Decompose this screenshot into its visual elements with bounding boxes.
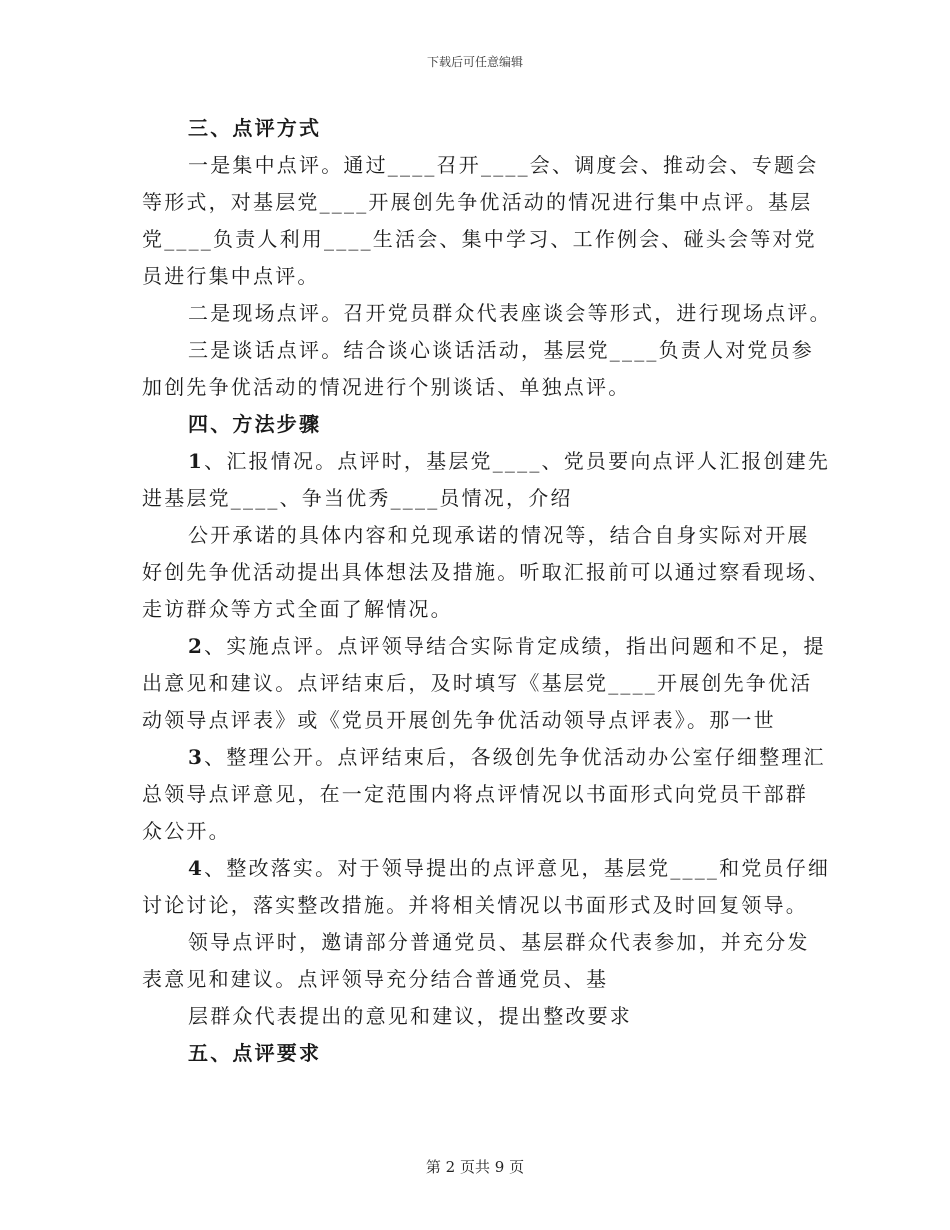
paragraph-line: [142, 147, 819, 184]
line-text: 公开承诺的具体内容和兑现承诺的情况等，结合自身实际对开展: [188, 523, 810, 547]
paragraph-line: [142, 295, 832, 332]
paragraph-line: [142, 184, 812, 221]
line-text: 、整理公开。点评结束后，各级创先争优活动办公室仔细整理汇: [204, 745, 826, 769]
line-text: 总领导点评意见，在一定范围内将点评情况以书面形式向党员干部群: [142, 782, 808, 806]
line-text: 等形式，对基层党____开展创先争优活动的情况进行集中点评。基层: [142, 190, 813, 214]
paragraph-line: [142, 221, 817, 258]
paragraph-line: [142, 591, 812, 628]
line-text: 众公开。: [142, 819, 231, 843]
line-text: 三是谈话点评。结合谈心谈话活动，基层党____负责人对党员参: [188, 338, 814, 362]
section-heading: [142, 1035, 812, 1072]
line-text: 、整改落实。对于领导提出的点评意见，基层党____和党员仔细: [204, 856, 831, 880]
document-body: [142, 110, 832, 1072]
line-text: 走访群众等方式全面了解情况。: [142, 597, 453, 621]
paragraph-line: [142, 924, 812, 961]
line-text: 进基层党____、争当优秀____员情况，介绍: [142, 486, 573, 510]
line-text: 、实施点评。点评领导结合实际肯定成绩，指出问题和不足，提: [204, 634, 826, 658]
section-heading: [142, 406, 812, 443]
paragraph-line: [142, 702, 812, 739]
line-text: 、汇报情况。点评时，基层党____、党员要向点评人汇报创建先: [204, 449, 831, 473]
paragraph-line: [142, 554, 831, 591]
line-text: 出意见和建议。点评结束后，及时填写《基层党____开展创先争优活: [142, 671, 813, 695]
numbered-paragraph-line: [142, 443, 831, 480]
line-text: 一是集中点评。通过____召开____会、调度会、推动会、专题会: [188, 153, 819, 177]
paragraph-line: [142, 961, 812, 998]
line-text: 二是现场点评。召开党员群众代表座谈会等形式，进行现场点评。: [188, 301, 832, 325]
paragraph-line: [142, 369, 812, 406]
step-number: 1: [188, 449, 205, 473]
paragraph-line: [142, 813, 812, 850]
page-header: 下载后可任意编辑: [426, 55, 523, 69]
paragraph-line: [142, 258, 812, 295]
paragraph-line: [142, 665, 812, 702]
paragraph-line: [142, 517, 812, 554]
heading-text: 三、点评方式: [188, 116, 322, 140]
line-text: 层群众代表提出的意见和建议，提出整改要求: [188, 1004, 632, 1028]
line-text: 好创先争优活动提出具体想法及措施。听取汇报前可以通过察看现场、: [142, 560, 831, 584]
numbered-paragraph-line: [142, 850, 831, 887]
heading-text: 五、点评要求: [188, 1041, 322, 1065]
step-number: 4: [188, 856, 205, 880]
line-text: 动领导点评表》或《党员开展创先争优活动领导点评表》。那一世: [142, 708, 776, 732]
step-number: 3: [188, 745, 205, 769]
section-heading: [142, 110, 812, 147]
page-footer: 第 2 页共 9 页: [425, 1158, 525, 1176]
paragraph-line: [142, 887, 812, 924]
numbered-paragraph-line: [142, 739, 826, 776]
line-text: 党____负责人利用____生活会、集中学习、工作例会、碰头会等对党: [142, 227, 817, 251]
line-text: 员进行集中点评。: [142, 264, 320, 288]
line-text: 加创先争优活动的情况进行个别谈话、单独点评。: [142, 375, 631, 399]
numbered-paragraph-line: [142, 628, 826, 665]
paragraph-line: [142, 998, 812, 1035]
step-number: 2: [188, 634, 205, 658]
paragraph-line: [142, 776, 812, 813]
line-text: 表意见和建议。点评领导充分结合普通党员、基: [142, 967, 609, 991]
line-text: 讨论讨论，落实整改措施。并将相关情况以书面形式及时回复领导。: [142, 893, 808, 917]
line-text: 领导点评时，邀请部分普通党员、基层群众代表参加，并充分发: [188, 930, 810, 954]
paragraph-line: [142, 332, 812, 369]
paragraph-line: [142, 480, 812, 517]
heading-text: 四、方法步骤: [188, 412, 322, 436]
